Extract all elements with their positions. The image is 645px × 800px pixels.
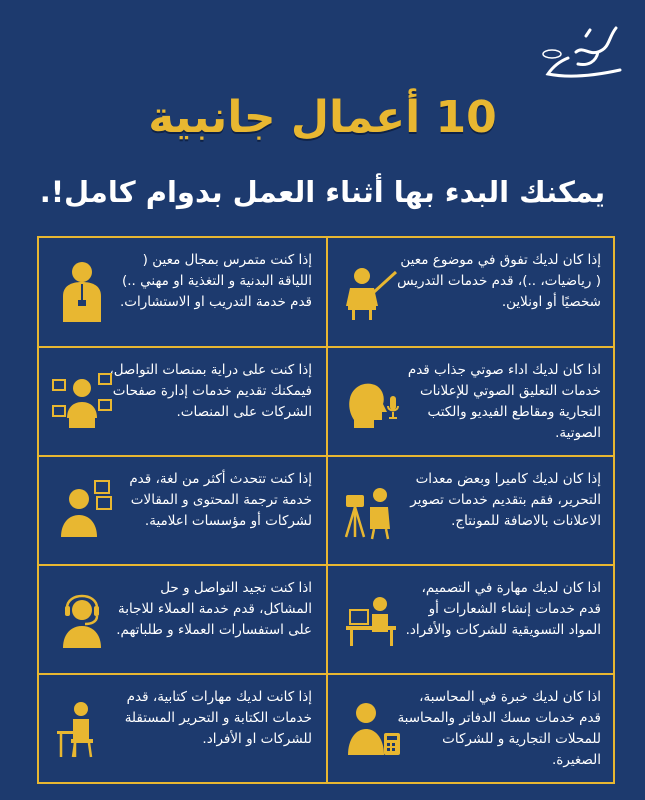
designer-icon xyxy=(340,584,402,654)
headset-icon xyxy=(51,584,113,654)
side-jobs-grid xyxy=(37,236,615,784)
card-photography xyxy=(328,457,615,566)
camera-icon xyxy=(340,475,402,545)
accountant-icon xyxy=(340,693,402,763)
voice-over-icon xyxy=(340,366,402,436)
page-subtitle: يمكنك البدء بها أثناء العمل بدوام كامل!. xyxy=(39,175,606,209)
card-translation xyxy=(39,457,326,566)
card-training xyxy=(39,238,326,347)
card-tutoring xyxy=(328,238,615,347)
page-title: 10 أعمال جانبية xyxy=(148,92,497,143)
trainer-icon xyxy=(51,256,113,326)
card-design xyxy=(328,566,615,675)
card-text: اذا كان لديك اداء صوتي جذاب قدم خدمات التعليق الصوتي للإعلانات التجارية ومقاطع الفيديو والكتب الصوتية. xyxy=(407,362,601,441)
teacher-icon xyxy=(340,256,402,326)
social-media-icon xyxy=(51,366,113,436)
card-text: إذا كان لديك تفوق في موضوع معين ( رياضيات، ..)، قدم خدمات التدريس شخصيًا أو اونلاين. xyxy=(397,252,601,310)
translator-icon xyxy=(51,475,113,545)
card-writing xyxy=(39,675,326,784)
card-voice-over xyxy=(328,348,615,457)
card-text: إذا كنت على دراية بمنصات التواصل، فيمكنك تقديم خدمات إدارة صفحات الشركات على المنصات. xyxy=(109,362,312,420)
card-text: إذا كان لديك كاميرا وبعض معدات التحرير، فقم بتقديم خدمات تصوير الاعلانات بالاضافة للمونتاج. xyxy=(410,471,601,529)
card-text: اذا كان لديك مهارة في التصميم، قدم خدمات إنشاء الشعارات أو المواد التسويقية للشركات والأفراد. xyxy=(405,580,601,638)
card-social-media xyxy=(39,348,326,457)
card-customer-service xyxy=(39,566,326,675)
card-text: إذا كنت تتحدث أكثر من لغة، قدم خدمة ترجمة المحتوى و المقالات لشركات أو مؤسسات اعلامية. xyxy=(129,471,312,529)
card-text: اذا كان لديك خبرة في المحاسبة، قدم خدمات مسك الدفاتر والمحاسبة للمحلات التجارية و للشركات الصغيرة. xyxy=(397,689,601,768)
card-text: اذا كنت تجيد التواصل و حل المشاكل، قدم خدمة العملاء للاجابة على استفسارات العملاء و طلباتهم. xyxy=(116,580,312,638)
card-text: إذا كانت لديك مهارات كتابية، قدم خدمات الكتابة و التحرير المستقلة للشركات او الأفراد. xyxy=(124,689,312,747)
signature-logo-icon xyxy=(538,18,628,88)
writer-icon xyxy=(51,693,113,763)
card-text: إذا كنت متمرس بمجال معين ( اللياقة البدنية و التغذية او مهني ..) قدم خدمة التدريب او الاستشارات. xyxy=(119,252,312,310)
card-accounting xyxy=(328,675,615,784)
